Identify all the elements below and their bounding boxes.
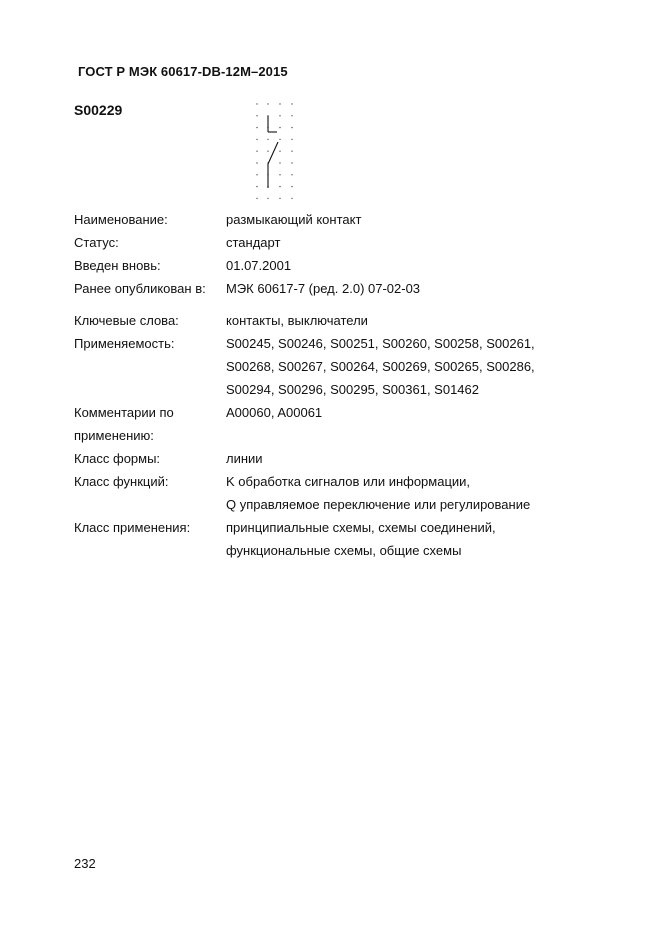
attribute-group-primary [74, 208, 574, 300]
attribute-value-line: S00268, S00267, S00264, S00269, S00265, S00286, [226, 359, 535, 374]
grid-dot [256, 174, 257, 175]
grid-dot [267, 198, 268, 199]
grid-dot [256, 139, 257, 140]
attribute-value-line: S00245, S00246, S00251, S00260, S00258, S00261, [226, 336, 535, 351]
grid-dot [291, 151, 292, 152]
attribute-value-line: Q управляемое переключение или регулирование [226, 497, 531, 512]
attribute-value [226, 447, 574, 470]
grid-dot [256, 103, 257, 104]
attribute-value [226, 231, 574, 254]
attribute-value-line: A00060, A00061 [226, 405, 323, 420]
grid-dot [291, 162, 292, 163]
attribute-label: Класс применения: [74, 520, 191, 535]
attribute-value-line: линии [226, 451, 263, 466]
attribute-row [74, 516, 574, 562]
grid-dot [291, 103, 292, 104]
attribute-value-line: S00294, S00296, S00295, S00361, S01462 [226, 382, 479, 397]
grid-dot [279, 198, 280, 199]
symbol-code: S00229 [74, 102, 123, 118]
grid-dot [256, 186, 257, 187]
grid-dot [256, 162, 257, 163]
grid-dot [279, 174, 280, 175]
attribute-label-line: применению: [74, 428, 154, 443]
grid-dot [291, 174, 292, 175]
attribute-value-line: МЭК 60617-7 (ред. 2.0) 07-02-03 [226, 281, 421, 296]
attribute-label: Наименование: [74, 212, 168, 227]
grid-dot [279, 186, 280, 187]
grid-dot [267, 103, 268, 104]
attribute-value-line: стандарт [226, 235, 281, 250]
attribute-value [226, 332, 574, 401]
grid-dot [291, 198, 292, 199]
attribute-row [74, 231, 574, 254]
attribute-label: Класс функций: [74, 474, 169, 489]
grid-dot [256, 198, 257, 199]
grid-dot [279, 139, 280, 140]
attribute-row [74, 332, 574, 401]
attribute-row [74, 470, 574, 516]
grid-dot [291, 186, 292, 187]
attribute-value [226, 277, 574, 300]
grid-dot [267, 139, 268, 140]
attribute-value-line: контакты, выключатели [226, 313, 368, 328]
attribute-label: Ранее опубликован в: [74, 281, 206, 296]
attribute-label: Введен вновь: [74, 258, 161, 273]
attribute-row [74, 254, 574, 277]
grid-dot [279, 115, 280, 116]
attribute-row [74, 447, 574, 470]
attribute-value [226, 401, 574, 447]
attribute-label-line: Комментарии по [74, 405, 174, 420]
attribute-label: Класс формы: [74, 451, 161, 466]
attribute-label [74, 401, 226, 447]
attribute-value [226, 208, 574, 231]
attribute-group-secondary [74, 309, 574, 562]
grid-dot [279, 151, 280, 152]
attribute-value-line: размыкающий контакт [226, 212, 362, 227]
grid-dot [256, 151, 257, 152]
attribute-value-line: принципиальные схемы, схемы соединений, [226, 520, 496, 535]
attribute-row [74, 277, 574, 300]
attribute-value-line: функциональные схемы, общие схемы [226, 543, 462, 558]
attribute-row [74, 401, 574, 447]
grid-dot [291, 127, 292, 128]
attribute-value-line: K обработка сигналов или информации, [226, 474, 471, 489]
attribute-label: Ключевые слова: [74, 313, 179, 328]
attribute-label: Статус: [74, 235, 119, 250]
attribute-row [74, 309, 574, 332]
grid-dot [256, 127, 257, 128]
attribute-label: Применяемость: [74, 336, 175, 351]
grid-dot [279, 103, 280, 104]
attribute-value [226, 254, 574, 277]
attribute-value [226, 470, 574, 516]
attribute-value [226, 309, 574, 332]
page-number: 232 [74, 856, 96, 871]
grid-dot [256, 115, 257, 116]
page-header: ГОСТ Р МЭК 60617-DB-12M–2015 [78, 64, 288, 79]
grid-dot [279, 127, 280, 128]
grid-dot [279, 162, 280, 163]
grid-dot [267, 151, 268, 152]
grid-dot [291, 139, 292, 140]
attribute-list [74, 208, 574, 562]
attribute-value [226, 516, 574, 562]
attribute-value-line: 01.07.2001 [226, 258, 292, 273]
attribute-row [74, 208, 574, 231]
break-contact-symbol-icon [250, 98, 302, 204]
grid-dot [291, 115, 292, 116]
